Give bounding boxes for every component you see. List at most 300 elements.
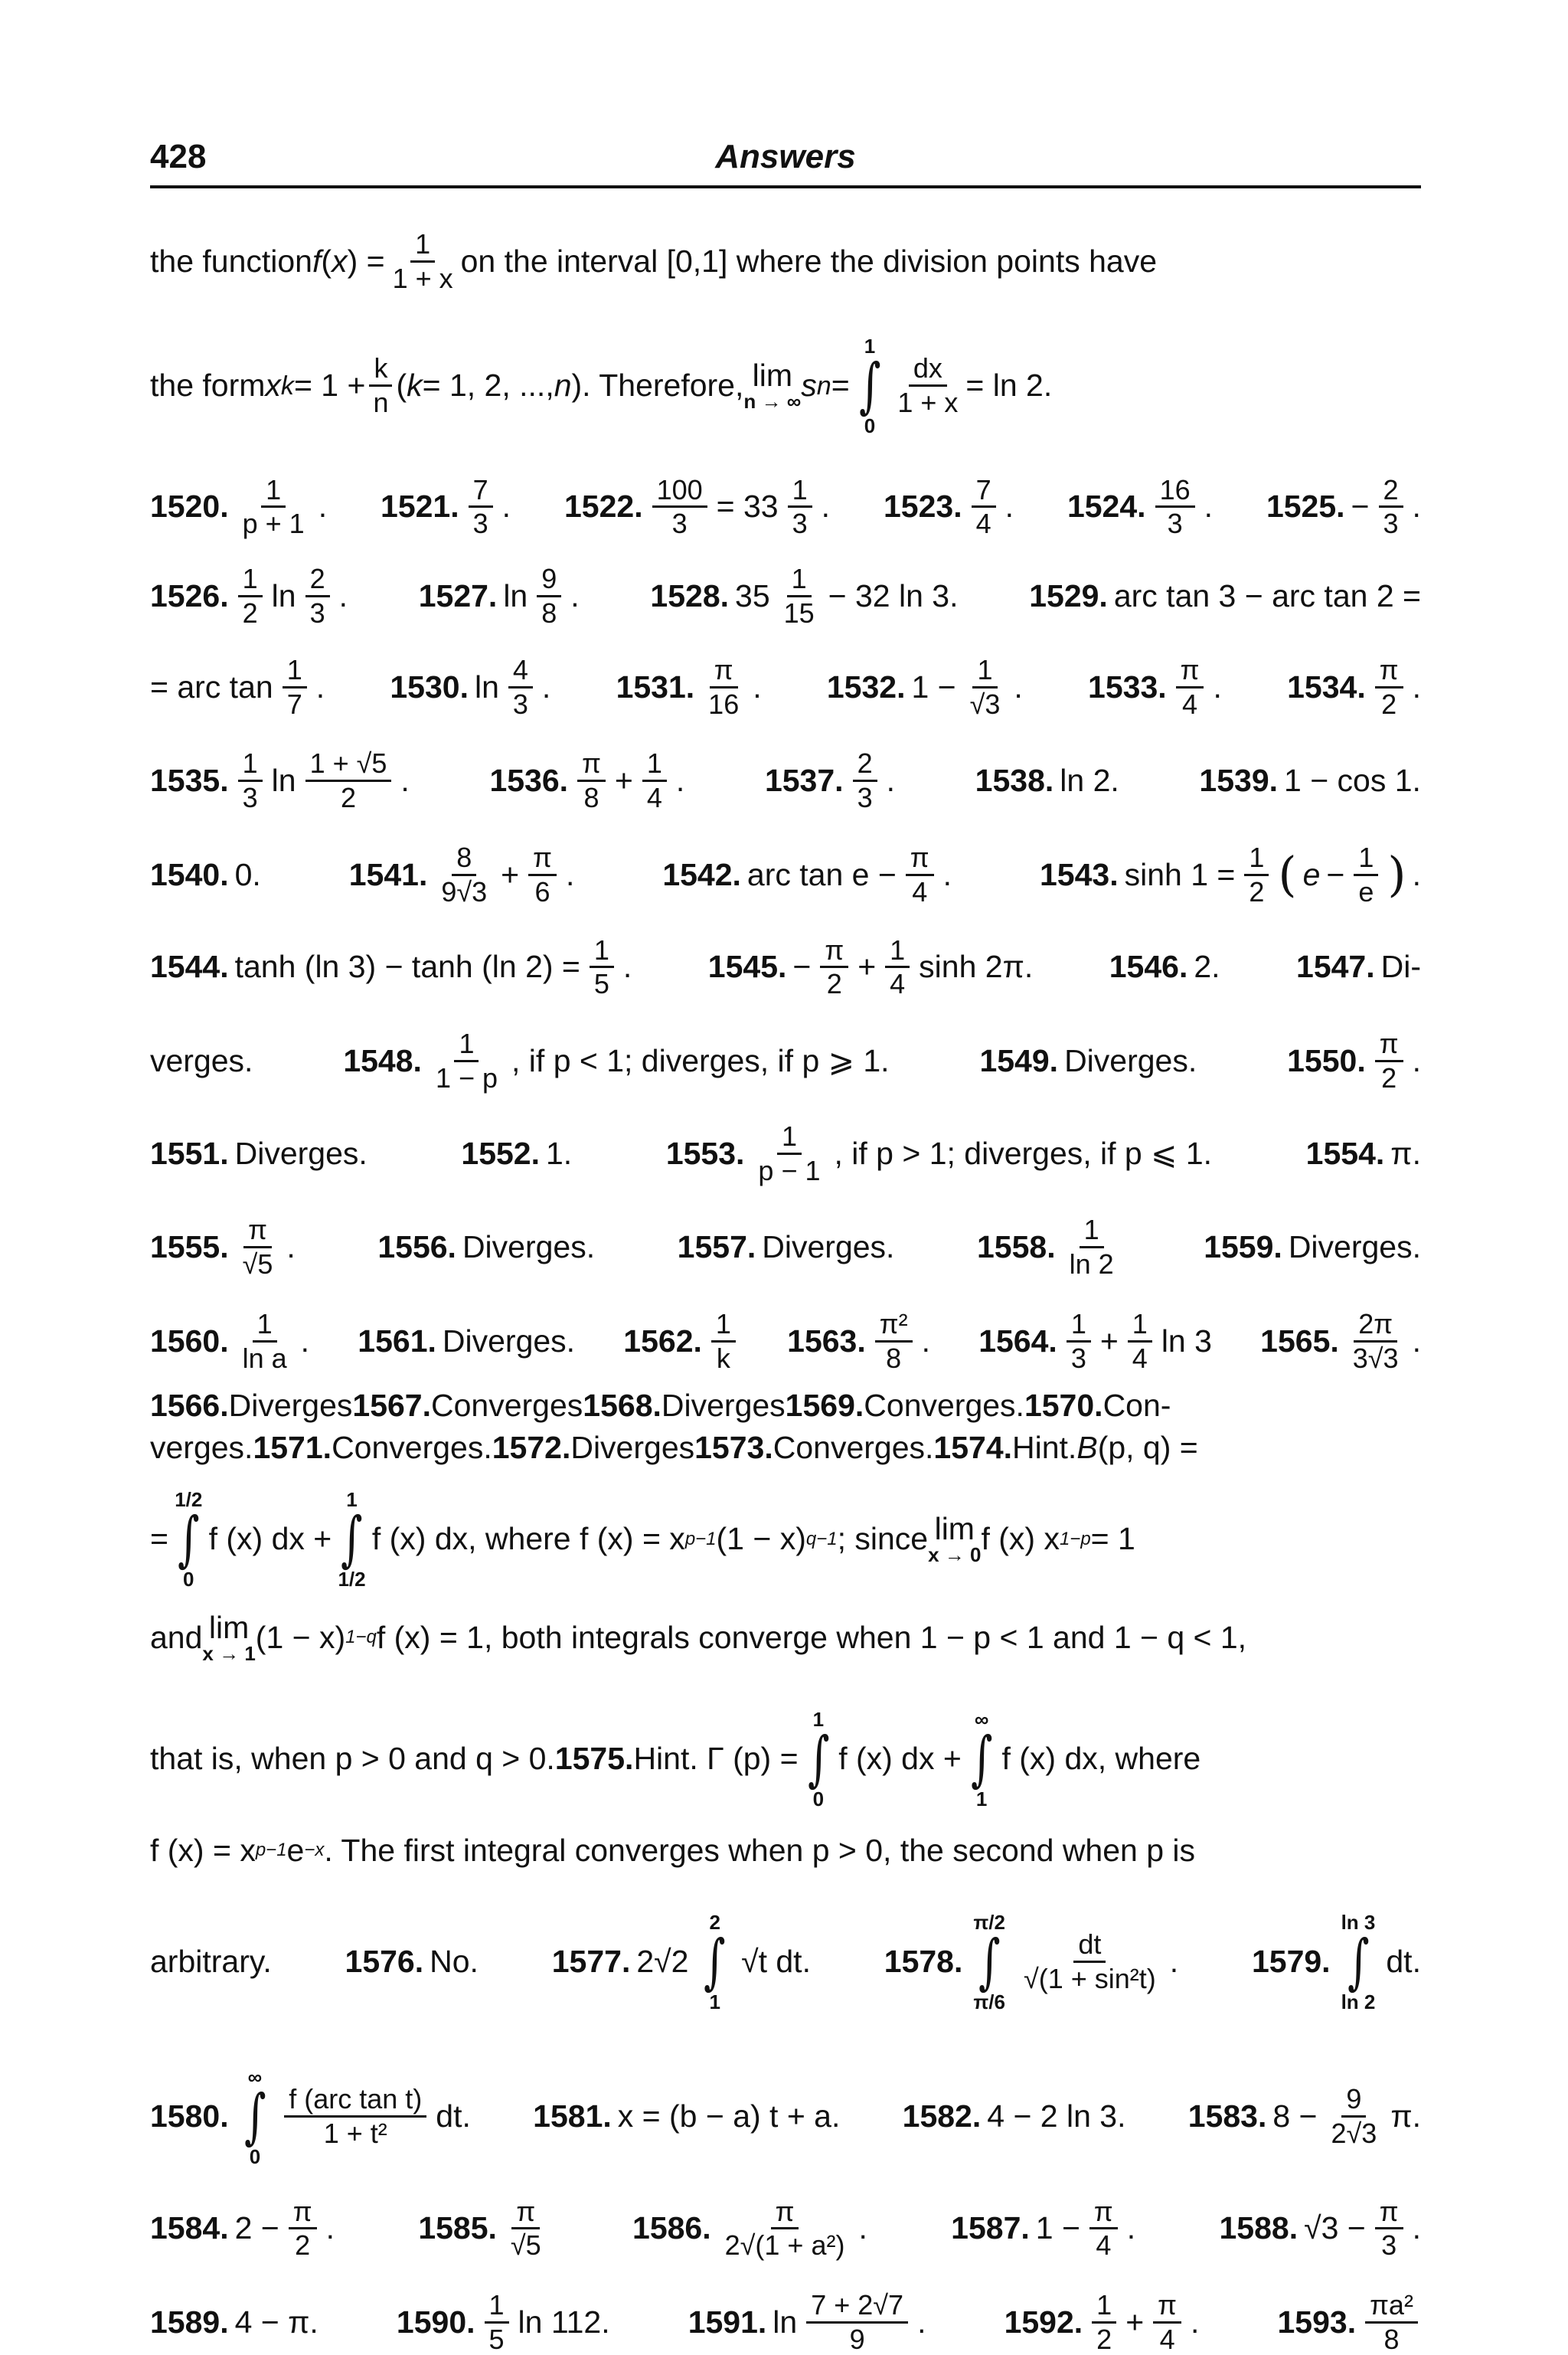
- answer-text: , if p > 1; diverges, if p ⩽ 1.: [834, 1135, 1213, 1171]
- answer-text: Diverges.: [1064, 1042, 1197, 1078]
- answer-number: 1575.: [554, 1741, 634, 1777]
- fraction: [284, 2085, 426, 2148]
- answer-text: .: [942, 856, 952, 892]
- fraction-numerator: 16: [1155, 476, 1195, 509]
- answer-text: Diverges.: [442, 1323, 576, 1359]
- fraction-numerator: 2π: [1354, 1310, 1397, 1343]
- answer-text: (1 − x): [716, 1521, 806, 1557]
- answer-text: .: [917, 2304, 926, 2340]
- fraction: [1092, 2291, 1116, 2354]
- answer-text: (p, q) =: [1097, 1429, 1198, 1465]
- fraction-numerator: 1: [788, 476, 812, 509]
- superscript: −x: [304, 1840, 325, 1861]
- answer-text: Converges.: [864, 1387, 1024, 1423]
- answer-text: and: [150, 1619, 203, 1655]
- answer-number: 1591.: [688, 2304, 767, 2340]
- fraction-denominator: 3: [309, 597, 325, 629]
- answer-item: [1277, 2291, 1420, 2354]
- subscript: n: [816, 371, 831, 401]
- fraction-numerator: 1: [777, 1122, 802, 1155]
- answers-text: [150, 230, 1421, 2354]
- fraction: [720, 2197, 850, 2261]
- text-line: [150, 1429, 1421, 1465]
- answer-number: 1568.: [583, 1387, 662, 1423]
- answer-number: 1530.: [390, 669, 469, 705]
- answer-item: [419, 564, 580, 628]
- fraction-denominator: 3: [1381, 2229, 1397, 2262]
- answer-text: √3 −: [1304, 2210, 1366, 2246]
- answer-text: No.: [430, 1944, 479, 1980]
- fraction-denominator: ln a: [242, 1342, 287, 1374]
- integral: [336, 1487, 368, 1591]
- fraction-numerator: π: [511, 2197, 540, 2230]
- fraction-denominator: p + 1: [242, 508, 305, 540]
- answer-text: (: [396, 368, 407, 404]
- fraction-numerator: π²: [875, 1310, 913, 1343]
- answer-text: 1 − cos 1.: [1284, 763, 1421, 799]
- answer-item: [150, 564, 348, 628]
- fraction-denominator: 2√(1 + a²): [724, 2229, 845, 2262]
- integral: [803, 1709, 835, 1809]
- answer-text: 1.: [546, 1135, 573, 1171]
- answer-text: .: [1169, 1944, 1179, 1980]
- answer-number: 1535.: [150, 763, 229, 799]
- answer-item: [902, 2098, 1126, 2134]
- answer-item: [489, 749, 684, 813]
- fraction-numerator: π: [906, 843, 934, 876]
- fraction-denominator: 8: [583, 782, 599, 814]
- answer-text: ln: [773, 2304, 798, 2340]
- integral-upper-limit: 1: [346, 1487, 358, 1511]
- answer-text: .: [1204, 489, 1214, 525]
- integral-sign-icon: ∫: [243, 2082, 266, 2151]
- text-line: [150, 2197, 1421, 2261]
- text-line: [150, 1215, 1421, 1279]
- fraction-denominator: 4: [890, 968, 906, 1000]
- fraction-numerator: 1: [590, 936, 614, 969]
- answer-item: [1088, 653, 1222, 720]
- fraction: [238, 749, 263, 813]
- answer-text: verges.: [150, 1429, 253, 1465]
- fraction-denominator: k: [716, 1342, 730, 1374]
- fraction-denominator: 2: [1381, 1061, 1397, 1094]
- integral-lower-limit: 1/2: [338, 1567, 366, 1591]
- text-line: [150, 473, 1421, 540]
- fraction-numerator: 1: [261, 476, 286, 509]
- answer-item: [150, 1307, 310, 1374]
- answer-text: B: [1076, 1429, 1098, 1465]
- answer-item: [616, 653, 762, 720]
- answer-text: x: [265, 368, 281, 404]
- answer-text: sinh 1 =: [1124, 856, 1236, 892]
- answer-number: 1523.: [883, 489, 962, 525]
- fraction-denominator: 4: [912, 875, 928, 908]
- answer-text: Con-: [1102, 1387, 1171, 1423]
- fraction-numerator: π: [820, 936, 848, 969]
- answer-text: 8 −: [1272, 2098, 1318, 2134]
- answer-text: +: [1099, 1323, 1119, 1359]
- fraction-numerator: 1: [1092, 2291, 1116, 2324]
- answer-text: −: [792, 949, 812, 985]
- answer-number: 1585.: [418, 2210, 497, 2246]
- fraction-numerator: 1: [1128, 1310, 1152, 1343]
- answer-item: [150, 2067, 471, 2167]
- answer-number: 1548.: [343, 1042, 422, 1078]
- answer-text: −: [1326, 856, 1345, 892]
- fraction: [652, 473, 707, 540]
- answer-text: .: [1412, 1042, 1421, 1078]
- answer-item: [1188, 2085, 1421, 2148]
- fraction-denominator: √5: [510, 2229, 541, 2262]
- answer-number: 1560.: [150, 1323, 229, 1359]
- answer-text: 4 − 2 ln 3.: [987, 2098, 1126, 2134]
- answer-item: [979, 1042, 1197, 1078]
- answer-item: [150, 1944, 272, 1980]
- answer-number: 1525.: [1266, 489, 1345, 525]
- limit-word: lim: [752, 358, 792, 394]
- answer-text: Diverges.: [762, 1229, 895, 1265]
- answer-text: e: [286, 1832, 305, 1868]
- answer-item: [461, 1135, 573, 1171]
- answer-text: f (x) = 1, both integrals converge when 1 − p < 1 and 1 − q < 1,: [376, 1619, 1247, 1655]
- answer-text: ln 2.: [1060, 763, 1119, 799]
- answer-number: 1521.: [381, 489, 459, 525]
- answer-text: +: [1125, 2304, 1145, 2340]
- fraction: [1155, 473, 1195, 540]
- text-line: [150, 1709, 1421, 1809]
- integral-sign-icon: ∫: [978, 1927, 1001, 1997]
- answer-text: .: [1412, 2210, 1421, 2246]
- fraction: [893, 354, 962, 417]
- answer-item: [150, 1215, 296, 1279]
- answer-text: dt.: [436, 2098, 471, 2134]
- fraction-numerator: 9: [537, 564, 561, 597]
- fraction-numerator: π: [1153, 2291, 1181, 2324]
- text-line: [150, 230, 1421, 293]
- answer-text: f (x) = x: [150, 1832, 256, 1868]
- fraction-numerator: 7: [972, 476, 996, 509]
- fraction-numerator: 1: [787, 564, 812, 597]
- answer-number: 1573.: [694, 1429, 773, 1465]
- answer-text: 2√2: [636, 1944, 689, 1980]
- answer-item: [951, 2197, 1135, 2261]
- answer-number: 1593.: [1277, 2304, 1357, 2340]
- answer-text: Hint. Γ (p) =: [633, 1741, 799, 1777]
- text-line: [150, 336, 1421, 436]
- answer-number: 1528.: [650, 577, 730, 613]
- answer-number: 1558.: [977, 1229, 1056, 1265]
- answer-text: = 1: [1090, 1521, 1135, 1557]
- fraction-numerator: 1: [485, 2291, 509, 2324]
- answer-text: 0.: [234, 856, 261, 892]
- answer-item: [390, 653, 551, 720]
- text-line: [150, 843, 1421, 907]
- integral-lower-limit: 0: [864, 414, 876, 437]
- text-line: [150, 936, 1421, 999]
- answer-item: [150, 473, 328, 540]
- answer-item: [150, 1042, 253, 1078]
- answer-number: 1587.: [951, 2210, 1030, 2246]
- answer-item: [1287, 1029, 1421, 1093]
- fraction-denominator: 16: [708, 688, 740, 720]
- answer-text: Converges.: [332, 1429, 492, 1465]
- limit-subscript: n → ∞: [743, 390, 802, 414]
- fraction-numerator: 1: [711, 1310, 736, 1343]
- answer-item: [1252, 1912, 1421, 2012]
- fraction: [590, 936, 614, 999]
- answer-text: Diverges.: [1288, 1229, 1421, 1265]
- fraction-denominator: 3: [512, 688, 528, 720]
- fraction-numerator: 1: [642, 749, 667, 782]
- answer-item: [678, 1231, 895, 1263]
- integral-sign-icon: ∫: [1347, 1927, 1370, 1997]
- answer-text: ; since: [837, 1521, 929, 1557]
- answer-text: .: [565, 856, 575, 892]
- integral-lower-limit: π/6: [973, 1990, 1005, 2013]
- answer-number: 1564.: [978, 1323, 1057, 1359]
- answer-item: [1260, 1307, 1421, 1374]
- answer-item: [358, 1323, 576, 1359]
- fraction-numerator: 1: [1244, 843, 1269, 876]
- integral-upper-limit: 1: [864, 334, 876, 358]
- answer-text: .: [1412, 1323, 1421, 1359]
- answer-number: 1520.: [150, 489, 229, 525]
- fraction-denominator: ln 2: [1069, 1248, 1114, 1281]
- fraction: [1379, 473, 1403, 540]
- integral-upper-limit: 1/2: [175, 1487, 203, 1511]
- answer-text: .: [1004, 489, 1014, 525]
- fraction-denominator: 4: [646, 782, 662, 814]
- answer-item: [150, 2304, 318, 2340]
- answer-text: .: [1412, 669, 1421, 705]
- fraction: [506, 2197, 546, 2261]
- answer-number: 1544.: [150, 949, 229, 985]
- integral-sign-icon: ∫: [858, 351, 881, 420]
- page-number: 428: [150, 138, 207, 175]
- answer-item: [150, 936, 632, 999]
- answer-number: 1557.: [677, 1229, 756, 1265]
- answer-number: 1555.: [150, 1229, 229, 1265]
- fraction-denominator: 9: [849, 2323, 865, 2355]
- answer-number: 1572.: [492, 1429, 571, 1465]
- answer-text: = arc tan: [150, 669, 273, 705]
- answer-number: 1576.: [345, 1944, 424, 1980]
- answer-text: f (x) dx, where f (x) = x: [371, 1521, 685, 1557]
- answer-item: [1004, 2291, 1200, 2354]
- integral-sign-icon: ∫: [970, 1724, 993, 1794]
- answer-text: − 32 ln 3.: [828, 577, 959, 613]
- answer-item: [688, 2291, 926, 2354]
- integral-upper-limit: ln 3: [1341, 1910, 1376, 1934]
- text-line: [150, 1029, 1421, 1093]
- fraction-denominator: 5: [488, 2323, 505, 2355]
- page-header: [150, 138, 1421, 188]
- fraction-numerator: π: [1375, 2197, 1403, 2230]
- answer-text: f: [312, 243, 322, 279]
- fraction: [711, 1307, 736, 1374]
- answer-text: f (x) x: [981, 1521, 1060, 1557]
- limit: [743, 358, 802, 414]
- answer-text: .: [1191, 2304, 1200, 2340]
- fraction: [642, 749, 667, 813]
- answer-number: 1526.: [150, 577, 229, 613]
- fraction-denominator: 1 + x: [897, 387, 959, 419]
- fraction: [1128, 1307, 1152, 1374]
- fraction-numerator: 1: [885, 936, 910, 969]
- fraction-denominator: 3: [671, 508, 688, 540]
- answer-text: .: [886, 763, 895, 799]
- answer-item: [397, 2291, 610, 2354]
- answer-item: [975, 763, 1119, 799]
- answer-text: .: [1412, 489, 1421, 525]
- fraction: [1354, 843, 1378, 907]
- answer-number: 1543.: [1039, 856, 1119, 892]
- answer-text: .: [501, 489, 511, 525]
- fraction-numerator: πa²: [1365, 2291, 1418, 2324]
- answer-text: −: [1351, 489, 1370, 525]
- answer-number: 1553.: [665, 1135, 745, 1171]
- answer-number: 1570.: [1024, 1387, 1103, 1423]
- fraction-denominator: 4: [975, 508, 991, 540]
- fraction-denominator: 7: [286, 688, 302, 720]
- answer-item: [377, 1231, 595, 1263]
- answer-text: arc tan e −: [746, 856, 897, 892]
- fraction-numerator: 1: [1067, 1310, 1091, 1343]
- answer-item: [150, 856, 261, 892]
- fraction-denominator: 3: [242, 782, 258, 814]
- integral-upper-limit: ∞: [974, 1707, 989, 1731]
- fraction: [289, 2197, 317, 2261]
- answer-text: tanh (ln 3) − tanh (ln 2) =: [234, 949, 580, 985]
- fraction-denominator: 3: [857, 782, 873, 814]
- fraction: [853, 749, 877, 813]
- answer-item: [708, 936, 1033, 999]
- answer-text: Diverges.: [462, 1229, 596, 1265]
- answer-number: 1538.: [975, 763, 1054, 799]
- answer-text: =: [150, 1521, 168, 1557]
- fraction-denominator: 2: [295, 2229, 311, 2262]
- answer-text: +: [858, 949, 877, 985]
- answer-text: (: [321, 243, 332, 279]
- fraction: [1375, 1029, 1403, 1093]
- answer-text: the form: [150, 368, 266, 404]
- answer-number: 1586.: [632, 2210, 711, 2246]
- fraction-denominator: 4: [1096, 2229, 1112, 2262]
- answer-item: [1199, 763, 1421, 799]
- answer-item: [884, 1912, 1178, 2012]
- answer-number: 1552.: [461, 1135, 540, 1171]
- answer-number: 1581.: [533, 2098, 612, 2134]
- answer-number: 1579.: [1251, 1944, 1331, 1980]
- text-line: [150, 749, 1421, 813]
- fraction-numerator: 1 + √5: [305, 749, 392, 782]
- answer-item: [883, 473, 1014, 540]
- fraction-numerator: 2: [1379, 476, 1403, 509]
- answer-item: [150, 1135, 368, 1171]
- answer-text: dt.: [1386, 1944, 1421, 1980]
- answer-item: [1029, 577, 1421, 613]
- integral: [973, 1912, 1005, 2012]
- fraction-numerator: 9: [1341, 2085, 1366, 2118]
- answer-number: 1540.: [150, 856, 229, 892]
- fraction: [820, 936, 848, 999]
- fraction: [885, 936, 910, 999]
- limit-subscript: x → 0: [928, 1543, 982, 1567]
- answer-item: [650, 564, 958, 628]
- superscript: 1−p: [1059, 1528, 1091, 1549]
- answer-number: 1522.: [564, 489, 643, 525]
- answer-item: [765, 749, 895, 813]
- limit-word: lim: [934, 1511, 975, 1547]
- fraction: [1244, 843, 1269, 907]
- fraction: [469, 473, 493, 540]
- fraction: [305, 749, 392, 813]
- fraction: [238, 1307, 292, 1374]
- integral: [173, 1487, 204, 1591]
- answer-item: [1266, 473, 1421, 540]
- integral-upper-limit: π/2: [973, 1910, 1005, 1934]
- text-line: [150, 2291, 1421, 2354]
- answer-number: 1534.: [1287, 669, 1366, 705]
- answer-number: 1565.: [1260, 1323, 1339, 1359]
- fraction-denominator: 6: [534, 875, 550, 908]
- answer-item: [978, 1307, 1212, 1374]
- fraction-numerator: 2: [305, 564, 330, 597]
- text-line: [150, 1832, 1421, 1868]
- fraction-numerator: 1: [238, 749, 263, 782]
- answer-text: ln: [271, 763, 296, 799]
- answer-text: k: [407, 368, 423, 404]
- fraction: [537, 564, 561, 628]
- text-line: [150, 2067, 1421, 2167]
- fraction-denominator: p − 1: [758, 1154, 821, 1186]
- fraction: [238, 564, 263, 628]
- fraction: [1176, 653, 1204, 720]
- answer-text: . The first integral converges when p > 0, the second when p is: [324, 1832, 1196, 1868]
- answer-item: [150, 653, 325, 720]
- fraction-denominator: 2: [1381, 688, 1397, 720]
- fraction: [305, 564, 330, 628]
- answer-text: , if p < 1; diverges, if p ⩾ 1.: [511, 1042, 890, 1078]
- answer-text: 4 − π.: [234, 2304, 318, 2340]
- answer-number: 1527.: [418, 577, 498, 613]
- fraction-denominator: 3: [1167, 508, 1183, 540]
- answer-item: [1305, 1135, 1421, 1171]
- fraction-numerator: f (arc tan t): [284, 2085, 426, 2118]
- fraction-numerator: 1: [972, 656, 997, 689]
- answer-text: .: [541, 669, 551, 705]
- answer-text: on the interval [0,1] where the division points have: [460, 243, 1158, 279]
- text-line: [150, 653, 1421, 720]
- superscript: p−1: [255, 1840, 287, 1861]
- fraction-denominator: 2√3: [1331, 2118, 1377, 2150]
- integral: [699, 1912, 730, 2012]
- fraction-numerator: 1: [410, 230, 435, 263]
- answer-text: ln: [271, 577, 296, 613]
- answer-number: 1550.: [1287, 1042, 1366, 1078]
- answer-number: 1545.: [707, 949, 787, 985]
- fraction: [704, 653, 743, 720]
- superscript: q−1: [805, 1528, 838, 1549]
- fraction: [972, 473, 996, 540]
- fraction-denominator: 4: [1159, 2323, 1175, 2355]
- answer-number: 1533.: [1088, 669, 1167, 705]
- fraction-numerator: 1: [1354, 843, 1378, 876]
- answer-text: that is, when p > 0 and q > 0.: [150, 1741, 555, 1777]
- answer-text: π.: [1390, 2098, 1421, 2134]
- answer-text: Di-: [1380, 949, 1421, 985]
- fraction-numerator: dt: [1073, 1930, 1106, 1963]
